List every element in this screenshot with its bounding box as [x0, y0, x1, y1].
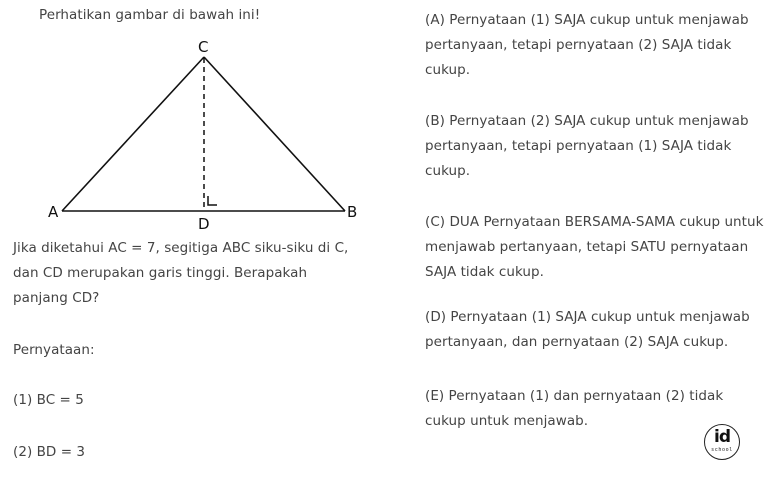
intro-text: Perhatikan gambar di bawah ini! [39, 7, 261, 23]
option-e[interactable] [425, 384, 723, 434]
vertex-label-a: A [48, 203, 59, 221]
option-c-line: menjawab pertanyaan, tetapi SATU pernyataan [425, 239, 749, 255]
option-d-line: pertanyaan, dan pernyataan (2) SAJA cukup. [425, 334, 729, 350]
option-d-line: (D) Pernyataan (1) SAJA cukup untuk menjawab [425, 309, 750, 325]
option-a-line: (A) Pernyataan (1) SAJA cukup untuk menjawab [425, 12, 749, 28]
question-line: dan CD merupakan garis tinggi. Berapakah [13, 265, 308, 281]
logo-main-text: id [714, 427, 730, 447]
option-e-line: (E) Pernyataan (1) dan pernyataan (2) tidak [425, 388, 724, 404]
option-a-line: cukup. [425, 62, 471, 78]
question-line: Jika diketahui AC = 7, segitiga ABC siku-siku di C, [13, 240, 349, 256]
option-c-line: (C) DUA Pernyataan BERSAMA-SAMA cukup untuk [425, 214, 764, 230]
option-d[interactable] [425, 305, 750, 355]
option-b-line: pertanyaan, tetapi pernyataan (1) SAJA tidak [425, 138, 732, 154]
option-c-line: SAJA tidak cukup. [425, 264, 544, 280]
statements-label: Pernyataan: [13, 342, 95, 358]
vertex-label-d: D [198, 215, 210, 233]
side-ac [62, 57, 204, 211]
vertex-label-c: C [198, 38, 209, 56]
side-bc [204, 57, 345, 211]
option-b-line: (B) Pernyataan (2) SAJA cukup untuk menjawab [425, 113, 749, 129]
logo-sub-text: school [711, 447, 733, 453]
statement-1: (1) BC = 5 [13, 392, 84, 408]
option-a[interactable] [425, 8, 749, 83]
option-c[interactable] [425, 210, 763, 285]
question-text [13, 236, 348, 311]
option-b[interactable] [425, 109, 749, 184]
right-angle-mark [208, 196, 217, 205]
idschool-logo [704, 424, 740, 460]
option-e-line: cukup untuk menjawab. [425, 413, 589, 429]
vertex-label-b: B [347, 203, 358, 221]
triangle-figure [0, 0, 390, 235]
question-line: panjang CD? [13, 290, 100, 306]
option-a-line: pertanyaan, tetapi pernyataan (2) SAJA tidak [425, 37, 732, 53]
option-b-line: cukup. [425, 163, 471, 179]
statement-2: (2) BD = 3 [13, 444, 86, 460]
